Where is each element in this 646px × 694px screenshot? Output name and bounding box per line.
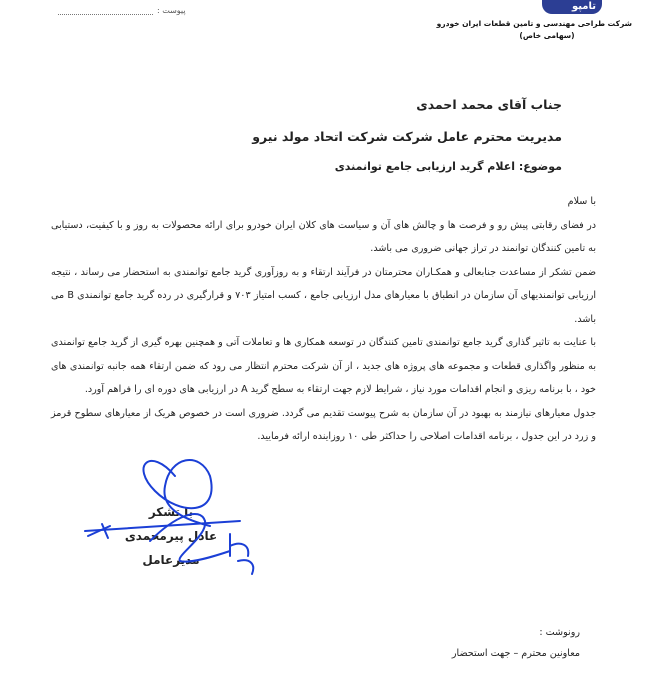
letter-subject: موضوع: اعلام گرید ارزیابی جامع توانمندی (334, 160, 562, 173)
company-name: شرکت طراحی مهندسی و تامین قطعات ایران خودرو (436, 19, 632, 28)
recipient-position: مدیریت محترم عامل شرکت شرکت اتحاد مولد نیرو (252, 129, 562, 144)
paragraph-2: ضمن تشکر از مساعدت جنابعالی و همکـاران محترمتان در فرآیند ارتقاء و به روزآوری گرید جامع توانمندی به استحضار می رساند ، نتیجه ارزیابی توانمندیهای آن سازمان در انطباق با معیارهای مدل ارزیابی جامع ، کسب امتیاز ۷۰۳ و قرارگیری در رده گرید جامع توانمندی B می باشد. (51, 266, 596, 325)
logo-text: تامپو (571, 1, 596, 12)
logo-badge (542, 0, 602, 14)
signer-name: عادل پیرمحمدی (124, 529, 218, 543)
company-type: (سهامی خاص) (519, 31, 575, 40)
signer-title: مدیرعامل (142, 553, 200, 567)
copy-block (452, 622, 580, 664)
recipient-name: جناب آقای محمد احمدی (416, 97, 562, 112)
company-logo (482, 0, 602, 16)
company-name-block (436, 18, 632, 42)
paragraph-1: در فضای رقابتی پیش رو و فرصت ها و چالش های آن و سیاست های کلان ایران خودرو برای ارائه محصولات به روز و با کیفیت، دستیابی به تامین کنندگان توانمند در تراز جهانی ضروری می باشد. (51, 219, 596, 254)
attachment-line (58, 6, 186, 15)
handwritten-signature-icon (80, 446, 270, 581)
paragraph-3: با عنایت به تاثیر گذاری گرید جامع توانمندی تامین کنندگان در توسعه همکاری ها و تعاملات آتی و همچنین بهره گیری از گرید جامع توانمندی به منظور واگذاری قطعات و مجموعه های پروژه های جدید ، از آن شرکت محترم انتظار می رود که ضمن ارتقاء همه جانبه توانمندی های خود ، با برنامه ریزی و انجام اقدامات مورد نیاز ، شرایط لازم جهت ارتقاء به سطح گرید A در ارزیابی های دوره ای را فراهم آورد. (51, 337, 596, 395)
letter-body (51, 190, 596, 449)
copy-label: رونوشت : (539, 627, 580, 638)
attachment-dots (58, 14, 153, 15)
copy-recipient: معاونین محترم – جهت استحضار (451, 648, 580, 659)
attachment-label: پیوست : (157, 6, 186, 15)
greeting: با سلام (567, 196, 596, 207)
closing-text: با تشکر (148, 505, 194, 519)
paragraph-4: جدول معیارهای نیازمند به بهبود در آن سازمان به شرح پیوست تقدیم می گردد. ضروری است در خصوص هریک از معیارهای سطوح قرمز و زرد در این جدول ، برنامه اقدامات اصلاحی را حداکثر طی ۱۰ روزاینده ارائه فرمایید. (51, 407, 596, 442)
